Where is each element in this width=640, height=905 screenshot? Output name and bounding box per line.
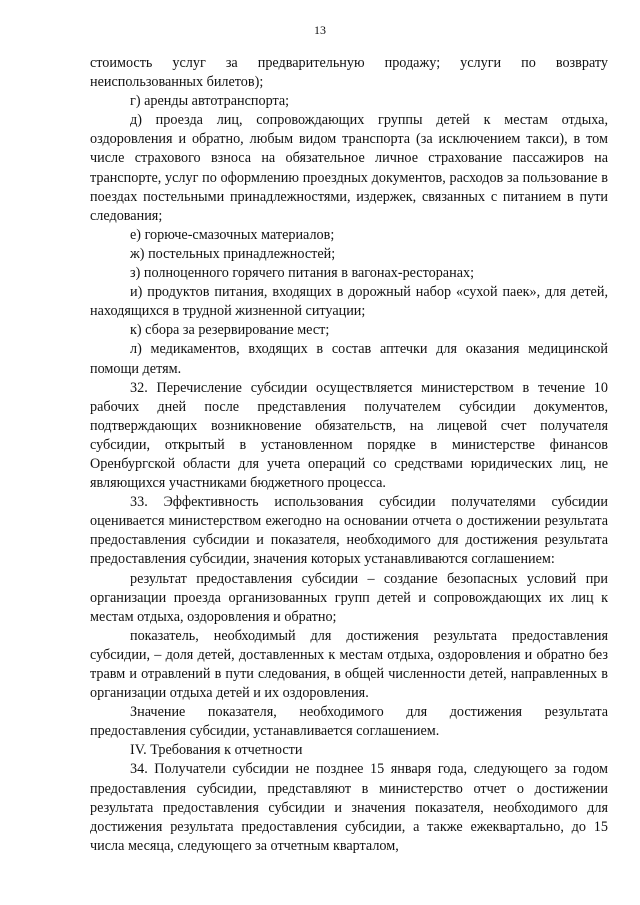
paragraph: 32. Перечисление субсидии осуществляется министерством в течение 10 рабочих дней после представления получателем субсидии документов, подтверждающих возникновение обязательств, на лицевой счет получателя субсидии, открытый в установленном порядке в министерстве финансов Оренбургской области для учета операций со средствами юридических лиц, не являющихся участниками бюджетного процесса. xyxy=(90,379,608,492)
paragraph: стоимость услуг за предварительную продажу; услуги по возврату неиспользованных билетов); xyxy=(90,55,608,91)
list-item: д) проезда лиц, сопровождающих группы детей к местам отдыха, оздоровления и обратно, любым видом транспорта (за исключением такси), в том числе страхового взноса на обязательное личное страхование пассажиров на транспорте, услуг по оформлению проездных документов, расходов за пользование в поездах постельными принадлежностями, издержек, связанных с питанием в пути следования; xyxy=(90,112,608,224)
list-item: к) сбора за резервирование мест; xyxy=(130,322,330,339)
list-item: и) продуктов питания, входящих в дорожный набор «сухой паек», для детей, находящихся в трудной жизненной ситуации; xyxy=(90,284,608,320)
list-item: л) медикаментов, входящих в состав аптечки для оказания медицинской помощи детям. xyxy=(90,341,608,377)
section-heading: IV. Требования к отчетности xyxy=(130,742,303,759)
paragraph: показатель, необходимый для достижения результата предоставления субсидии, – доля детей, доставленных к местам отдыха, оздоровления и обратно без травм и отравлений в пути следования, в общей численности детей, направленных в организации отдыха детей и их оздоровления. xyxy=(90,627,608,702)
paragraph: 34. Получатели субсидии не позднее 15 января года, следующего за годом предоставления субсидии, представляют в министерство отчет о достижении результата предоставления субсидии и значения показателя, необходимого для достижения результата предоставления субсидии, а также ежеквартально, до 15 числа месяца, следующего за отчетным кварталом, xyxy=(90,761,608,854)
list-item: ж) постельных принадлежностей; xyxy=(130,245,336,262)
page-number: 13 xyxy=(314,23,326,37)
paragraph: 33. Эффективность использования субсидии получателями субсидии оценивается министерством ежегодно на основании отчета о достижении результата предоставления субсидии и показателя, необходимого для достижения результата предоставления субсидии, значения которых устанавливаются соглашением: xyxy=(90,494,608,568)
paragraph: результат предоставления субсидии – создание безопасных условий при организации проезда организованных групп детей и сопровождающих их лиц к местам отдыха, оздоровления и обратно; xyxy=(90,570,608,625)
list-item: г) аренды автотранспорта; xyxy=(130,93,290,110)
paragraph: Значение показателя, необходимого для достижения результата предоставления субсидии, устанавливается соглашением. xyxy=(90,704,608,740)
list-item: з) полноценного горячего питания в вагонах-ресторанах; xyxy=(130,265,475,282)
list-item: е) горюче-смазочных материалов; xyxy=(130,226,335,243)
document-body xyxy=(90,54,608,856)
